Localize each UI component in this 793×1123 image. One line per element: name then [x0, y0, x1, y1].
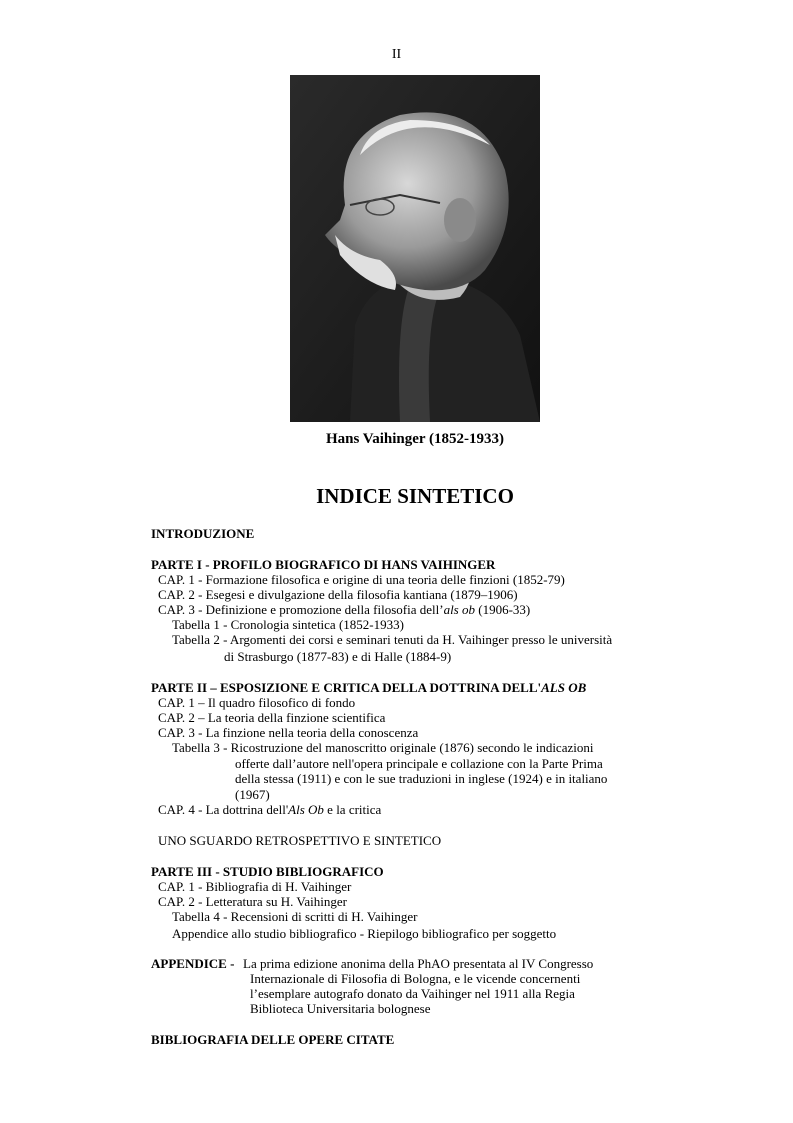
toc-parte2-cap1: CAP. 1 – Il quadro filosofico di fondo [158, 695, 356, 710]
page-number: II [391, 47, 402, 62]
toc-parte3-appendice: Appendice allo studio bibliografico - Riepilogo bibliografico per soggetto [172, 926, 557, 941]
toc-parte1-tab1: Tabella 1 - Cronologia sintetica (1852-1933) [172, 617, 404, 632]
toc-parte3-cap1: CAP. 1 - Bibliografia di H. Vaihinger [158, 879, 352, 894]
toc-appendice-line2: Internazionale di Filosofia di Bologna, e le vicende concernenti [250, 971, 581, 986]
toc-parte2-heading-italic: ALS OB [541, 680, 587, 695]
toc-introduzione: INTRODUZIONE [151, 526, 255, 541]
toc-sguardo: UNO SGUARDO RETROSPETTIVO E SINTETICO [158, 833, 442, 848]
portrait-photo [290, 75, 540, 422]
toc-parte2-tab3-line4: (1967) [235, 787, 270, 802]
toc-parte1-heading: PARTE I - PROFILO BIOGRAFICO DI HANS VAIHINGER [151, 557, 496, 572]
portrait-illustration [290, 75, 540, 422]
toc-parte3-cap2: CAP. 2 - Letteratura su H. Vaihinger [158, 894, 347, 909]
toc-parte1-tab2-line2: di Strasburgo (1877-83) e di Halle (1884-9) [224, 649, 452, 664]
toc-parte2-tab3-line1: Tabella 3 - Ricostruzione del manoscritto originale (1876) secondo le indicazioni [172, 740, 594, 755]
portrait-caption: Hans Vaihinger (1852-1933) [325, 431, 505, 447]
toc-parte1-cap1: CAP. 1 - Formazione filosofica e origine di una teoria delle finzioni (1852-79) [158, 572, 565, 587]
toc-parte2-cap4-text: CAP. 4 - La dottrina dell' [158, 802, 289, 817]
toc-parte1-tab2-line1: Tabella 2 - Argomenti dei corsi e seminari tenuti da H. Vaihinger presso le università [172, 632, 613, 647]
toc-parte2-heading [151, 680, 586, 695]
toc-parte3-heading: PARTE III - STUDIO BIBLIOGRAFICO [151, 864, 384, 879]
toc-parte2-tab3-line2: offerte dall’autore nell'opera principale e collazione con la Parte Prima [235, 756, 603, 771]
toc-parte1-cap3-years: (1906-33) [474, 602, 531, 617]
toc-parte2-tab3-line3: della stessa (1911) e con le sue traduzioni in inglese (1924) e in italiano [235, 771, 608, 786]
toc-parte2-cap2: CAP. 2 – La teoria della finzione scientifica [158, 710, 386, 725]
toc-parte1-cap3-italic: als ob [443, 602, 475, 617]
toc-parte2-cap4-italic: Als Ob [288, 802, 324, 817]
toc-appendice-line3: l’esemplare autografo donato da Vaihinger nel 1911 alla Regia [250, 986, 575, 1001]
toc-parte1-cap3-text: CAP. 3 - Definizione e promozione della filosofia dell’ [158, 602, 444, 617]
toc-appendice-label: APPENDICE - [151, 956, 235, 971]
toc-parte2-cap4 [158, 802, 381, 817]
toc-parte3-tab4: Tabella 4 - Recensioni di scritti di H. Vaihinger [172, 909, 418, 924]
toc-bibliografia: BIBLIOGRAFIA DELLE OPERE CITATE [151, 1032, 395, 1047]
toc-parte2-heading-text: PARTE II – ESPOSIZIONE E CRITICA DELLA DOTTRINA DELL' [151, 680, 542, 695]
toc-parte2-cap4-tail: e la critica [323, 802, 382, 817]
toc-parte2-cap3: CAP. 3 - La finzione nella teoria della conoscenza [158, 725, 419, 740]
page-title: INDICE SINTETICO [316, 484, 514, 508]
toc-appendice-line4: Biblioteca Universitaria bolognese [250, 1001, 431, 1016]
toc-appendice-line1: La prima edizione anonima della PhAO presentata al IV Congresso [243, 956, 594, 971]
toc-parte1-cap2: CAP. 2 - Esegesi e divulgazione della filosofia kantiana (1879–1906) [158, 587, 518, 602]
toc-parte1-cap3 [158, 602, 530, 617]
